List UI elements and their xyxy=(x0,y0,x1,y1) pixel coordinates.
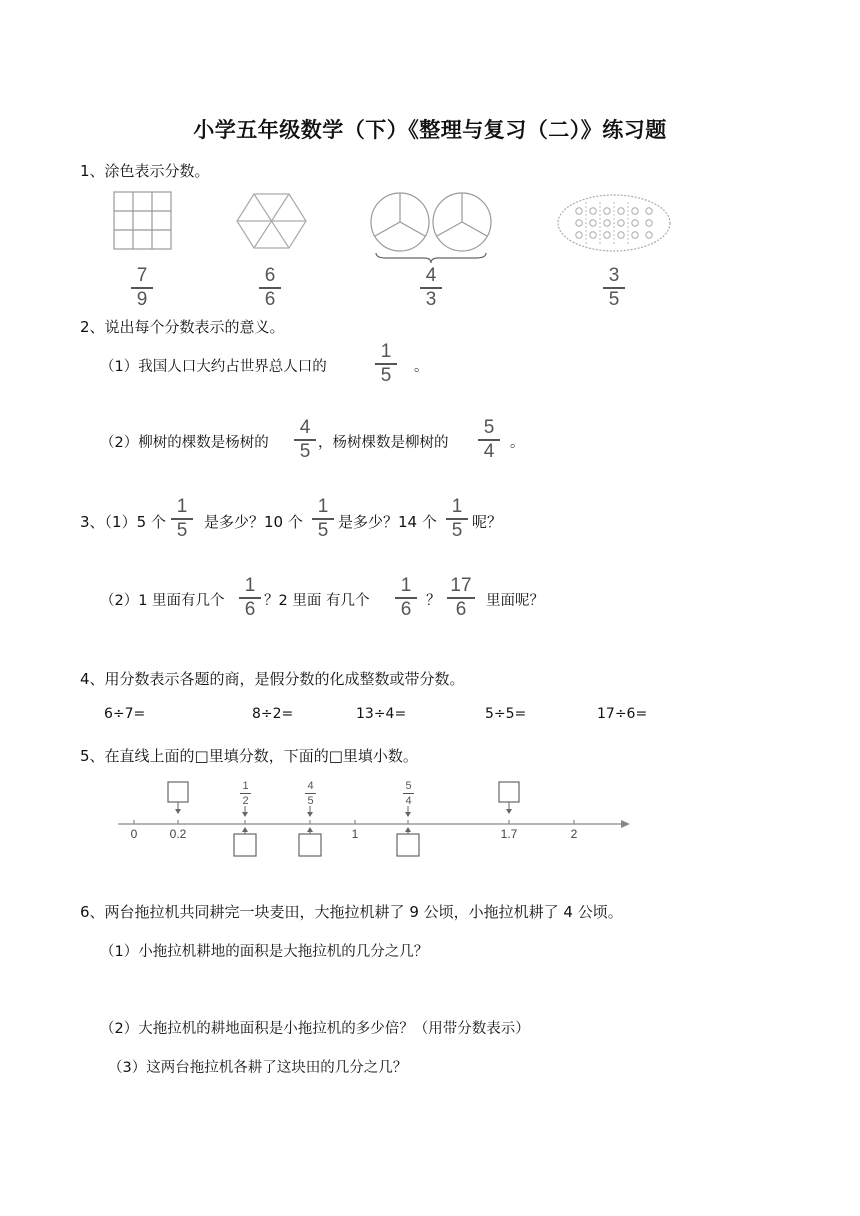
q1-fraction-1: 7 9 xyxy=(131,266,153,310)
q2-sub2-text: （2）柳树的棵数是杨树的 xyxy=(100,435,269,451)
q3-sub2-fraction-1: 1 6 xyxy=(239,576,261,620)
ellipse-dot xyxy=(632,208,638,214)
tick-label: 1 xyxy=(351,827,359,841)
ellipse-dot xyxy=(646,232,652,238)
ellipse-dot xyxy=(618,232,624,238)
ellipse-dot xyxy=(590,208,596,214)
q3-sub2-mid2: ？ xyxy=(426,593,441,609)
q2-sub1-text: （1）我国人口大约占世界总人口的 xyxy=(100,359,327,375)
q4-expression: 13÷4= xyxy=(356,706,407,722)
number-line-fraction-3: 5 4 xyxy=(403,780,414,807)
number-line-fraction-1: 1 2 xyxy=(240,780,251,807)
ellipse-dot xyxy=(604,232,610,238)
q1-fraction-3: 4 3 xyxy=(420,266,442,310)
q1-fraction-2: 6 6 xyxy=(259,266,281,310)
q3-sub1-fraction-1: 1 5 xyxy=(171,497,193,541)
q4-expression: 8÷2= xyxy=(252,706,294,722)
ellipse-dot xyxy=(632,220,638,226)
q3-sub1-mid1: 是多少？10 个 xyxy=(204,513,303,531)
q3-sub1-text: 3、（1）5 个 xyxy=(80,513,166,531)
two-circles-thirds-icon xyxy=(371,193,491,263)
question-2-label: 2、说出每个分数表示的意义。 xyxy=(80,318,285,336)
hexagon-6-parts-icon xyxy=(237,194,306,248)
tick-label: 2 xyxy=(570,827,578,841)
q2-sub1-end: 。 xyxy=(414,359,429,375)
answer-box-bottom-2 xyxy=(299,834,321,856)
q3-sub2-end: 里面呢？ xyxy=(486,593,544,609)
page-title: 小学五年级数学（下）《整理与复习（二）》练习题 xyxy=(193,118,667,142)
ellipse-dot xyxy=(618,220,624,226)
q1-fraction-4: 3 5 xyxy=(603,266,625,310)
ellipse-dot xyxy=(576,208,582,214)
q1-figures xyxy=(0,188,860,264)
q2-sub2-end: 。 xyxy=(510,435,525,451)
q2-sub2-fraction-2: 5 4 xyxy=(478,418,500,462)
answer-box-bottom-1 xyxy=(234,834,256,856)
q4-expression: 6÷7= xyxy=(104,706,146,722)
ellipse-dot xyxy=(590,220,596,226)
q3-sub1-fraction-2: 1 5 xyxy=(312,497,334,541)
ellipse-dot xyxy=(632,232,638,238)
number-line-fraction-2: 4 5 xyxy=(305,780,316,807)
tick-label: 0.2 xyxy=(169,827,187,841)
question-1-label: 1、涂色表示分数。 xyxy=(80,162,210,180)
tick-label: 0 xyxy=(130,827,138,841)
answer-box-bottom-3 xyxy=(397,834,419,856)
q6-sub2: （2）大拖拉机的耕地面积是小拖拉机的多少倍？（用带分数表示） xyxy=(100,1021,530,1037)
q3-sub1-fraction-3: 1 5 xyxy=(446,497,468,541)
q6-sub1: （1）小拖拉机耕地的面积是大拖拉机的几分之几？ xyxy=(100,944,429,960)
ellipse-dot xyxy=(604,208,610,214)
ellipse-dot xyxy=(576,220,582,226)
q4-expression: 17÷6= xyxy=(597,706,648,722)
ellipse-dot xyxy=(646,208,652,214)
number-line-arrow-icon xyxy=(621,820,630,828)
answer-box-top-2 xyxy=(499,782,519,802)
question-6-label: 6、两台拖拉机共同耕完一块麦田，大拖拉机耕了 9 公顷，小拖拉机耕了 4 公顷。 xyxy=(80,903,623,921)
ellipse-dot xyxy=(576,232,582,238)
q6-sub3: （3）这两台拖拉机各耕了这块田的几分之几？ xyxy=(108,1060,408,1076)
q3-sub2-text: （2）1 里面有几个 xyxy=(100,593,225,609)
ellipse-dot xyxy=(618,208,624,214)
ellipse-dot xyxy=(590,232,596,238)
tick-label: 1.7 xyxy=(500,827,518,841)
ellipse-dots-icon xyxy=(558,195,670,251)
number-line-figure xyxy=(0,776,860,862)
grid-3x3-icon xyxy=(114,192,171,249)
ellipse-dot xyxy=(604,220,610,226)
ellipse-dot xyxy=(646,220,652,226)
q3-sub1-end: 呢？ xyxy=(472,513,503,531)
answer-box-top-1 xyxy=(168,782,188,802)
q4-expression: 5÷5= xyxy=(485,706,527,722)
q3-sub2-fraction-3: 17 6 xyxy=(447,576,475,620)
question-5-label: 5、在直线上面的□里填分数，下面的□里填小数。 xyxy=(80,747,418,765)
q3-sub1-mid2: 是多少？14 个 xyxy=(338,513,437,531)
q3-sub2-mid1: ？2 里面 有几个 xyxy=(264,593,370,609)
q3-sub2-fraction-2: 1 6 xyxy=(395,576,417,620)
q2-sub2-mid: ，杨树棵数是柳树的 xyxy=(318,435,449,451)
q2-sub2-fraction-1: 4 5 xyxy=(294,418,316,462)
q2-sub1-fraction: 1 5 xyxy=(375,342,397,386)
question-4-label: 4、用分数表示各题的商，是假分数的化成整数或带分数。 xyxy=(80,670,465,688)
